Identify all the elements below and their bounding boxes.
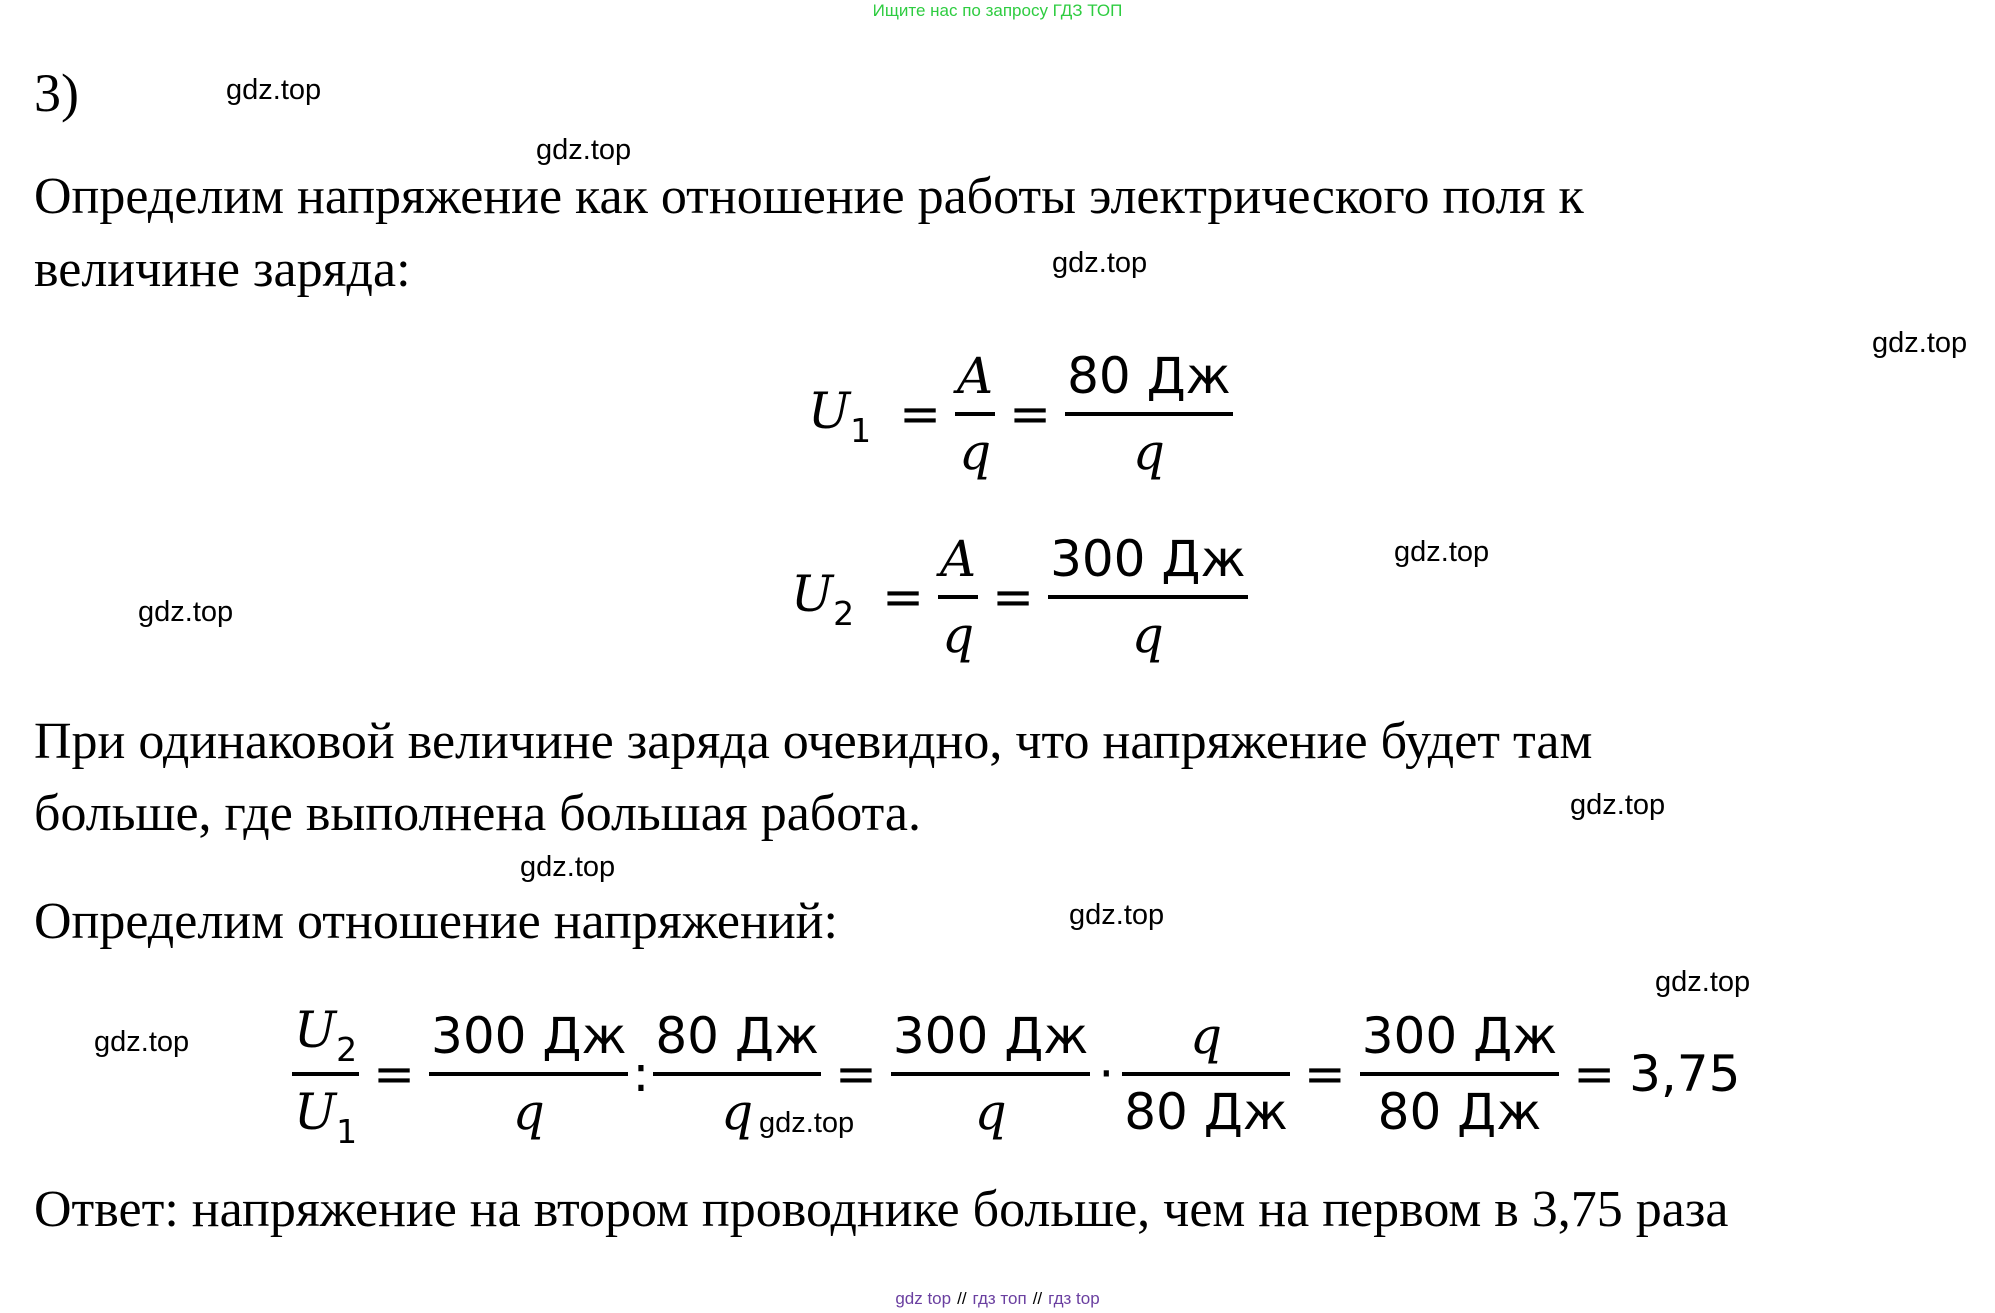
top-banner[interactable]: Ищите нас по запросу ГДЗ ТОП — [872, 1, 1123, 20]
footer-links — [0, 1289, 1995, 1309]
formula-ratio: $\frac{U_2}{U_1}$ = $\frac{300 Дж}{q}$ : $\frac{80 Дж}{q}$ = $\frac{300 Дж}{q}$ · $\frac{q}{80 Дж}$ = $\frac{300 Дж}{80 Дж}$ = 3,75 — [292, 994, 1754, 1154]
task-number: 3) — [34, 63, 79, 123]
watermark: gdz.top — [1872, 327, 1968, 359]
answer-text: Ответ: напряжение на втором проводнике больше, чем на первом в 3,75 раза — [34, 1181, 1729, 1238]
watermark: gdz.top — [759, 1107, 855, 1139]
paragraph-2-line-2: больше, где выполнена большая работа. — [34, 785, 921, 842]
watermark: gdz.top — [1069, 899, 1165, 931]
formula-u2: $U_2$ = $\frac{A}{q}$ = $\frac{300 Дж}{q}$ — [791, 523, 1248, 671]
footer-separator: // — [1032, 1289, 1043, 1308]
paragraph-1-line-1: Определим напряжение как отношение работы электрического поля к — [34, 168, 1584, 225]
footer-link-3[interactable]: гдз top — [1048, 1289, 1100, 1308]
watermark: gdz.top — [226, 74, 322, 106]
paragraph-1-line-2: величине заряда: — [34, 241, 411, 298]
watermark: gdz.top — [1052, 247, 1148, 279]
footer-separator: // — [957, 1289, 967, 1308]
watermark: gdz.top — [1655, 966, 1751, 998]
paragraph-2-line-1: При одинаковой величине заряда очевидно, что напряжение будет там — [34, 713, 1593, 770]
watermark: gdz.top — [94, 1026, 190, 1058]
watermark: gdz.top — [520, 851, 616, 883]
watermark: gdz.top — [536, 134, 632, 166]
footer-link-1[interactable]: gdz top — [895, 1289, 952, 1308]
watermark: gdz.top — [1394, 536, 1490, 568]
formula-u1: $U_1$ = $\frac{A}{q}$ = $\frac{80 Дж}{q}$ — [808, 340, 1233, 488]
paragraph-3: Определим отношение напряжений: — [34, 893, 838, 950]
watermark: gdz.top — [138, 596, 234, 628]
watermark: gdz.top — [1570, 789, 1666, 821]
footer-link-2[interactable]: гдз топ — [972, 1289, 1027, 1308]
